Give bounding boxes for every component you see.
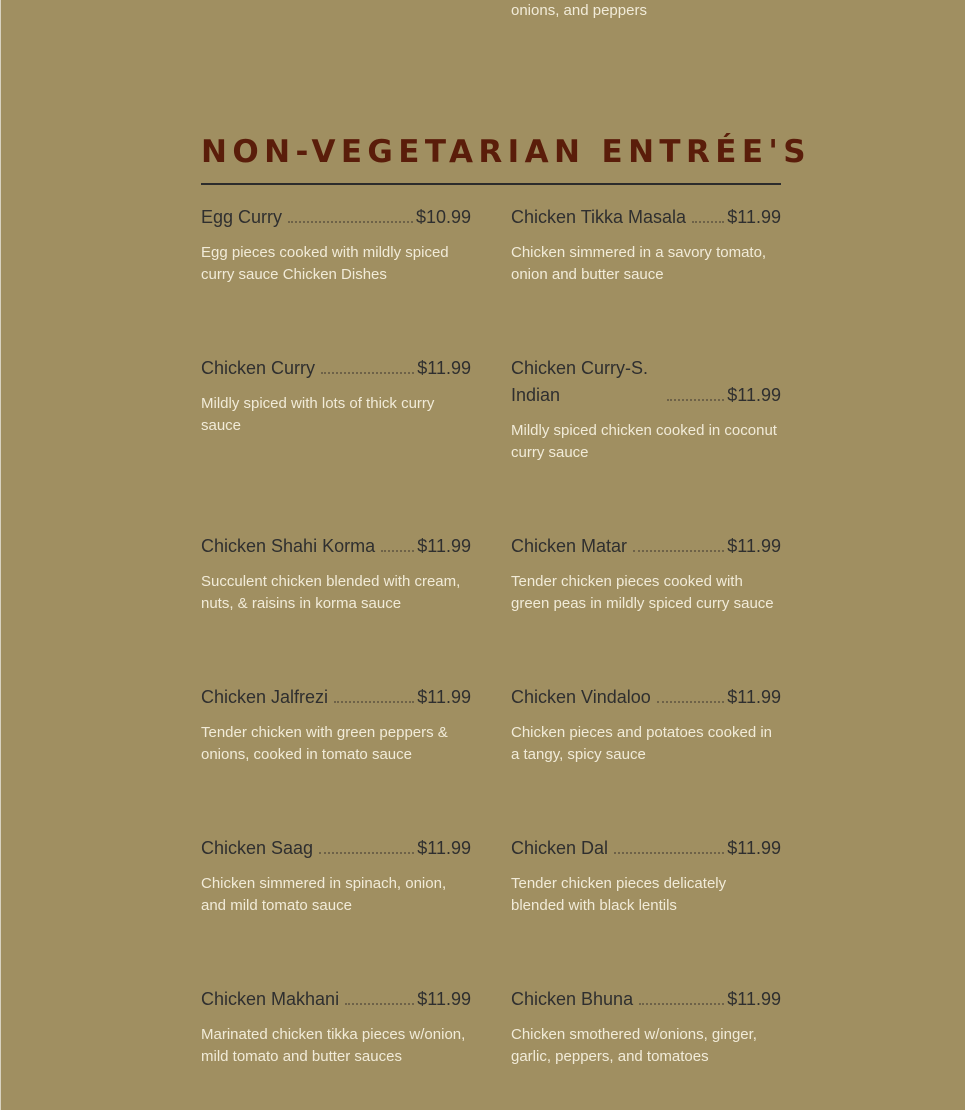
item-description: Marinated chicken tikka pieces w/onion, mild tomato and butter sauces [201,1026,466,1065]
item-price: $11.99 [727,838,781,858]
menu-item-chicken-curry-s-indian [511,355,781,464]
menu-item-chicken-tikka-masala [511,204,781,286]
item-description: Succulent chicken blended with cream, nuts, & raisins in korma sauce [201,573,461,612]
item-name: Chicken Curry [201,358,316,378]
dot-leader [639,1003,724,1005]
non-vegetarian-section [201,130,812,185]
item-price: $11.99 [417,989,471,1009]
item-price: $11.99 [727,687,781,707]
item-name: Chicken Jalfrezi [201,687,329,707]
item-description: Chicken pieces and potatoes cooked in a tangy, spicy sauce [511,724,773,763]
item-description: Mildly spiced chicken cooked in coconut curry sauce [511,422,777,461]
dot-leader [381,550,414,552]
dot-leader [321,372,414,374]
menu-item-chicken-dal [511,835,781,917]
dot-leader [288,221,413,223]
item-price: $11.99 [727,536,781,556]
menu-item-chicken-saag [201,835,471,917]
menu-item-chicken-makhani [201,986,471,1068]
item-description: Chicken smothered w/onions, ginger, garlic, peppers, and tomatoes [511,1026,757,1065]
menu-item-chicken-matar [511,533,781,615]
item-price: $11.99 [417,536,471,556]
item-price: $11.99 [727,385,781,405]
item-price: $11.99 [417,687,471,707]
menu-item-chicken-curry [201,355,471,437]
item-description: Chicken simmered in spinach, onion, and mild tomato sauce [201,875,447,914]
dot-leader [345,1003,414,1005]
menu-item-chicken-shahi-korma [201,533,471,615]
item-description: Tender chicken with green peppers & onions, cooked in tomato sauce [201,724,448,763]
dot-leader [657,701,725,703]
menu-item-chicken-bhuna [511,986,781,1068]
menu-item-chicken-jalfrezi [201,684,471,766]
item-price: $10.99 [415,207,471,227]
menu-item-egg-curry [201,204,471,286]
menu-item-chicken-vindaloo [511,684,781,766]
dot-leader [667,399,724,401]
item-name: Chicken Matar [511,536,628,556]
item-price: $11.99 [417,358,471,378]
dot-leader [692,221,724,223]
item-name: Chicken Makhani [201,989,340,1009]
item-description: Chicken simmered in a savory tomato, onion and butter sauce [511,244,767,283]
section-divider [201,183,781,185]
dot-leader [319,852,414,854]
item-name: Chicken Curry-S. Indian [511,358,649,405]
item-description: Egg pieces cooked with mildly spiced curry sauce Chicken Dishes [201,244,449,283]
item-name: Chicken Vindaloo [511,687,651,707]
item-name: Chicken Tikka Masala [511,207,687,227]
dot-leader [633,550,724,552]
item-name: Egg Curry [201,207,283,227]
section-title: NON-VEGETARIAN ENTRÉE'S [201,134,812,170]
item-name: Chicken Dal [511,838,609,858]
item-name: Chicken Shahi Korma [201,536,376,556]
item-price: $11.99 [417,838,471,858]
item-price: $11.99 [727,207,781,227]
dot-leader [614,852,724,854]
dot-leader [334,701,414,703]
item-description: Tender chicken pieces cooked with green peas in mildly spiced curry sauce [511,573,774,612]
previous-section-description: onions, and peppers [511,2,647,19]
item-description: Tender chicken pieces delicately blended with black lentils [511,875,727,914]
item-name: Chicken Saag [201,838,314,858]
item-price: $11.99 [727,989,781,1009]
item-name: Chicken Bhuna [511,989,634,1009]
item-description: Mildly spiced with lots of thick curry sauce [201,395,435,434]
